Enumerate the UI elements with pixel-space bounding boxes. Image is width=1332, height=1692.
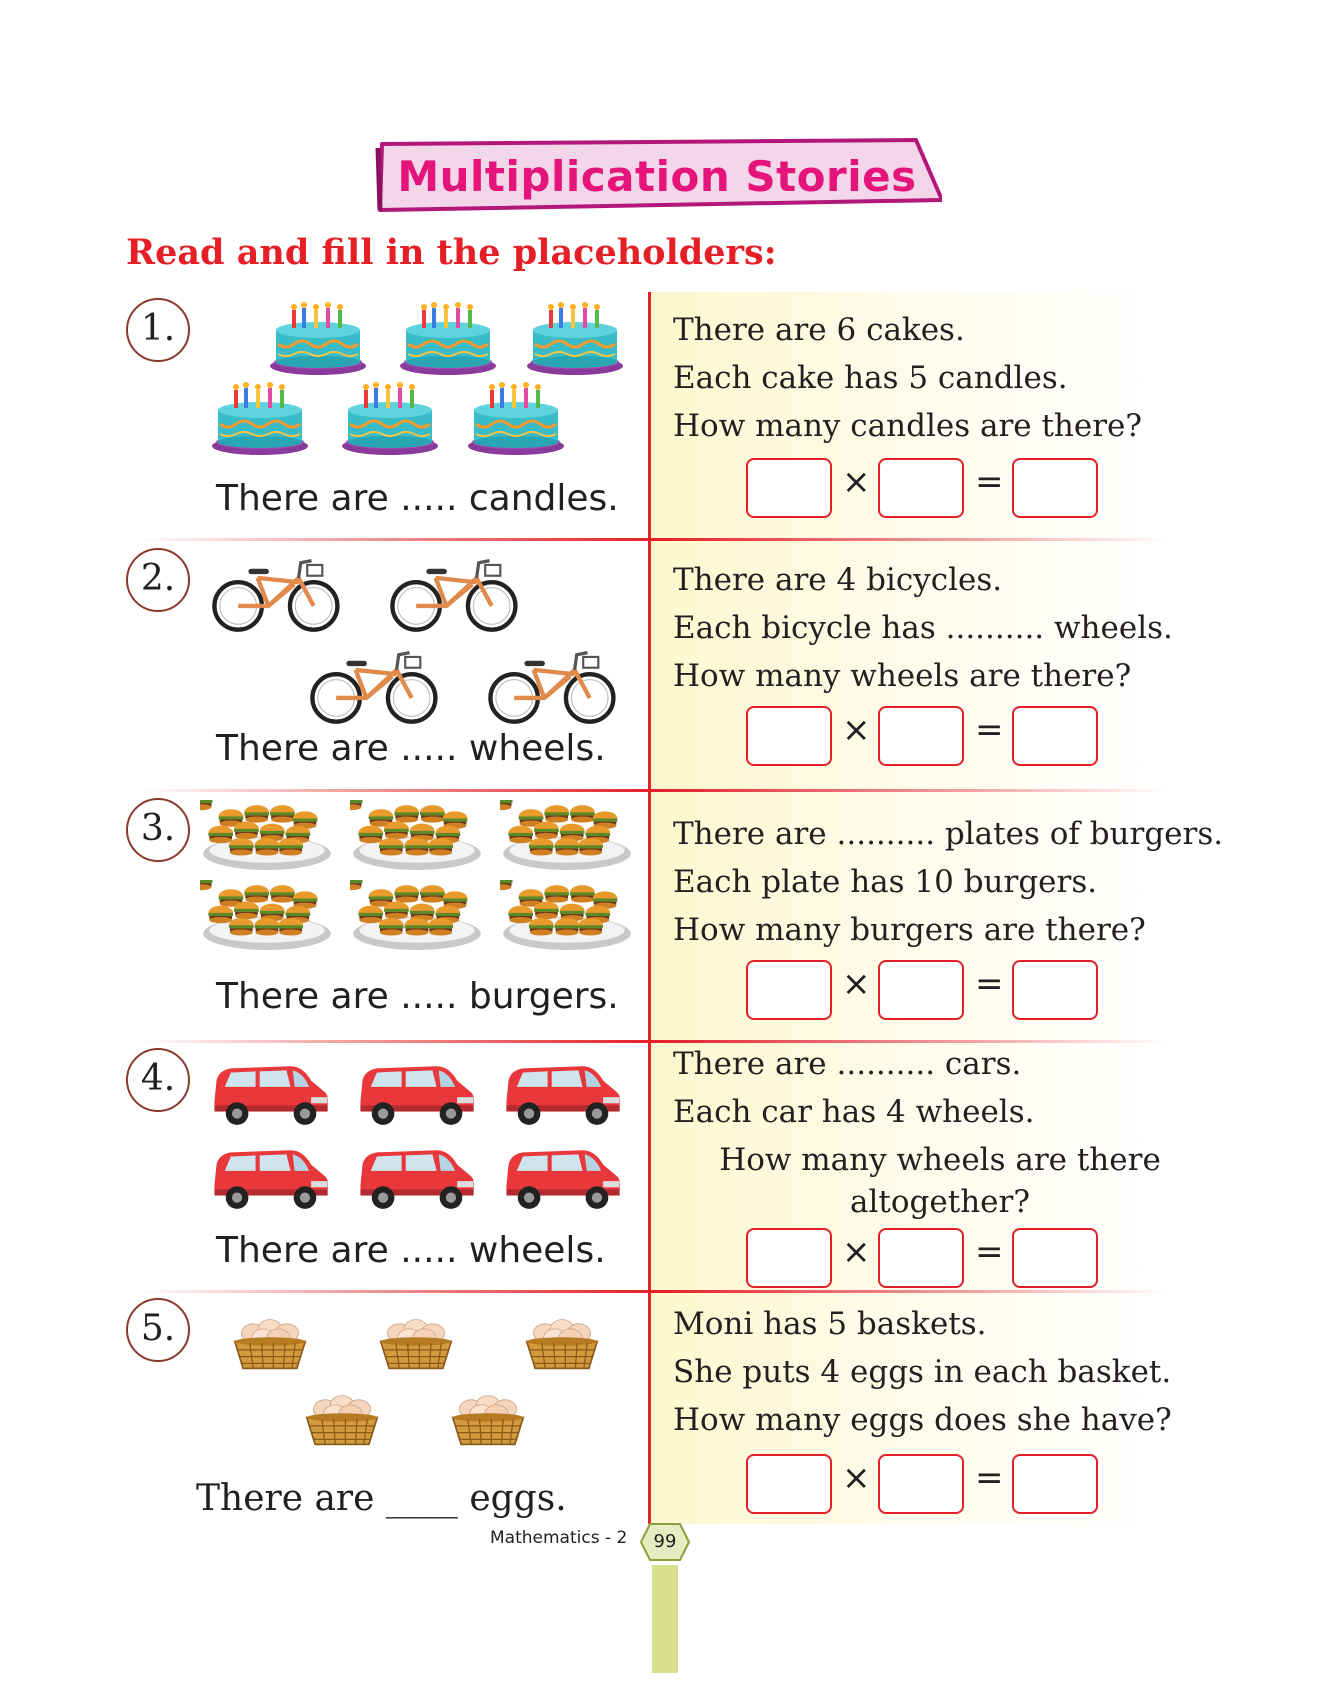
equals-sign: = (975, 964, 1004, 1004)
title-banner (372, 138, 942, 214)
factor-input-2[interactable] (878, 458, 964, 518)
story-line: How many burgers are there? (673, 912, 1146, 948)
cake-icon (398, 300, 498, 376)
times-sign: × (842, 1458, 871, 1498)
problem-number: 2. (126, 548, 190, 612)
equals-sign: = (975, 1232, 1004, 1272)
factor-input-1[interactable] (746, 1454, 832, 1514)
factor-input-1[interactable] (746, 458, 832, 518)
story-line: How many eggs does she have? (673, 1402, 1172, 1438)
story-line: How many wheels are there? (673, 658, 1132, 694)
factor-input-1[interactable] (746, 1228, 832, 1288)
product-input[interactable] (1012, 1228, 1098, 1288)
egg-basket-icon (228, 1314, 312, 1374)
car-icon (354, 1056, 478, 1128)
book-title: Mathematics - 2 (490, 1528, 628, 1548)
egg-baskets-picture (228, 1314, 628, 1474)
car-icon (208, 1140, 332, 1212)
picture-caption: There are ..... burgers. (216, 976, 619, 1017)
burgers-picture (200, 800, 640, 960)
bicycles-picture (210, 552, 630, 732)
times-sign: × (842, 964, 871, 1004)
product-input[interactable] (1012, 706, 1098, 766)
story-line: There are 4 bicycles. (673, 562, 1003, 598)
cars-picture (208, 1056, 638, 1216)
row-divider (140, 538, 1170, 541)
bicycle-icon (310, 644, 440, 726)
cake-icon (466, 380, 566, 456)
cakes-picture (210, 300, 640, 460)
problem-number: 4. (126, 1048, 190, 1112)
picture-caption: There are ..... candles. (216, 478, 619, 519)
factor-input-2[interactable] (878, 1228, 964, 1288)
burger-plate-icon (500, 880, 634, 952)
egg-basket-icon (374, 1314, 458, 1374)
vertical-divider (648, 292, 651, 1524)
problem-number: 3. (126, 798, 190, 862)
burger-plate-icon (500, 800, 634, 872)
burger-plate-icon (350, 880, 484, 952)
cake-icon (525, 300, 625, 376)
story-line: How many wheels are there (719, 1142, 1161, 1178)
factor-input-1[interactable] (746, 706, 832, 766)
car-icon (500, 1140, 624, 1212)
equation-row (746, 706, 1100, 764)
equation-row (746, 960, 1100, 1018)
burger-plate-icon (200, 800, 334, 872)
car-icon (354, 1140, 478, 1212)
row-divider (140, 1290, 1170, 1293)
instruction-heading: Read and fill in the placeholders: (126, 232, 777, 273)
product-input[interactable] (1012, 458, 1098, 518)
equals-sign: = (975, 462, 1004, 502)
picture-caption: There are ..... wheels. (216, 728, 606, 769)
story-line: There are .......... cars. (673, 1046, 1022, 1082)
problem-number: 5. (126, 1298, 190, 1362)
page-title: Multiplication Stories (397, 152, 917, 201)
equals-sign: = (975, 710, 1004, 750)
picture-caption: There are ____ eggs. (196, 1478, 567, 1519)
picture-caption: There are ..... wheels. (216, 1230, 606, 1271)
cake-icon (268, 300, 368, 376)
factor-input-2[interactable] (878, 1454, 964, 1514)
cake-icon (340, 380, 440, 456)
factor-input-2[interactable] (878, 960, 964, 1020)
story-line: Each bicycle has .......... wheels. (673, 610, 1173, 646)
cake-icon (210, 380, 310, 456)
story-line: There are 6 cakes. (673, 312, 965, 348)
story-line: altogether? (850, 1184, 1030, 1220)
story-line: There are .......... plates of burgers. (673, 816, 1224, 852)
burger-plate-icon (200, 880, 334, 952)
equals-sign: = (975, 1458, 1004, 1498)
story-line: How many candles are there? (673, 408, 1143, 444)
burger-plate-icon (350, 800, 484, 872)
bicycle-icon (212, 552, 342, 634)
equation-row (746, 1228, 1100, 1286)
product-input[interactable] (1012, 1454, 1098, 1514)
story-line: She puts 4 eggs in each basket. (673, 1354, 1172, 1390)
problem-number: 1. (126, 298, 190, 362)
factor-input-2[interactable] (878, 706, 964, 766)
car-icon (500, 1056, 624, 1128)
egg-basket-icon (300, 1390, 384, 1450)
egg-basket-icon (446, 1390, 530, 1450)
times-sign: × (842, 462, 871, 502)
car-icon (208, 1056, 332, 1128)
story-line: Each car has 4 wheels. (673, 1094, 1035, 1130)
story-line: Each cake has 5 candles. (673, 360, 1068, 396)
page-number-badge (640, 1522, 690, 1562)
bicycle-icon (488, 644, 618, 726)
times-sign: × (842, 1232, 871, 1272)
row-divider (140, 789, 1170, 792)
story-line: Moni has 5 baskets. (673, 1306, 987, 1342)
bicycle-icon (390, 552, 520, 634)
product-input[interactable] (1012, 960, 1098, 1020)
page-tab-bar (652, 1565, 678, 1673)
page-number: 99 (653, 1531, 677, 1552)
equation-row (746, 1454, 1100, 1512)
times-sign: × (842, 710, 871, 750)
factor-input-1[interactable] (746, 960, 832, 1020)
equation-row (746, 458, 1100, 516)
story-line: Each plate has 10 burgers. (673, 864, 1098, 900)
egg-basket-icon (520, 1314, 604, 1374)
